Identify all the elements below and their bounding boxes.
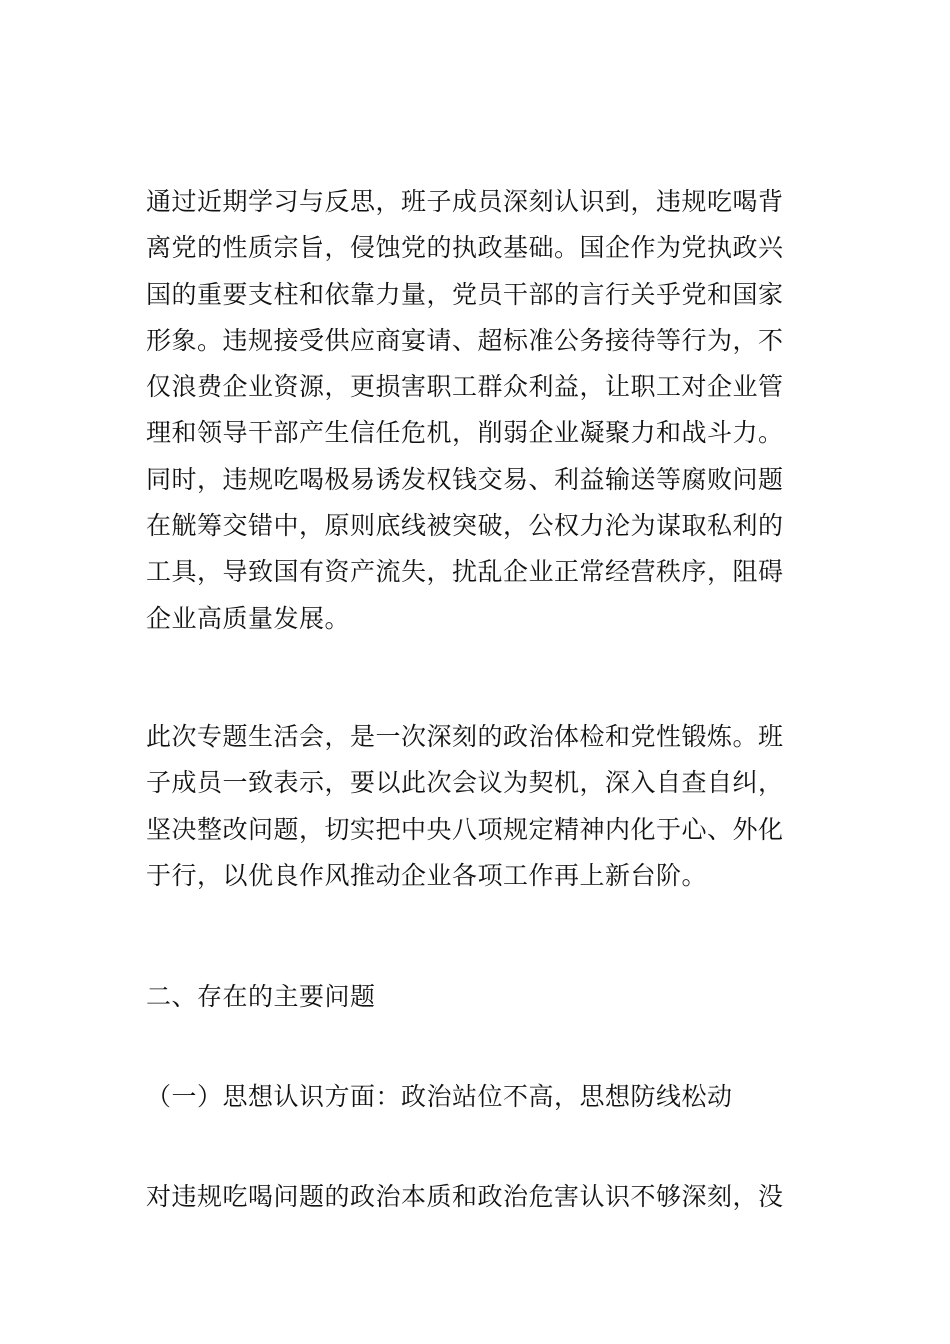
text-line: 对违规吃喝问题的政治本质和政治危害认识不够深刻，没 bbox=[146, 1182, 784, 1211]
section-heading-text: 二、存在的主要问题 bbox=[146, 982, 376, 1011]
paragraph-meeting-summary bbox=[146, 714, 808, 899]
paragraph-ideological-issue bbox=[146, 1174, 808, 1220]
text-line: 子成员一致表示，要以此次会议为契机，深入自查自纠， bbox=[146, 768, 784, 798]
paragraph-political-harm bbox=[146, 179, 808, 642]
text-line: 国的重要支柱和依靠力量，党员干部的言行关乎党和国家 bbox=[146, 279, 784, 309]
subsection-heading bbox=[146, 1074, 808, 1120]
text-line: 于行，以优良作风推动企业各项工作再上新台阶。 bbox=[146, 860, 708, 890]
text-line: 理和领导干部产生信任危机，削弱企业凝聚力和战斗力。 bbox=[146, 418, 784, 448]
text-line: 此次专题生活会，是一次深刻的政治体检和党性锻炼。班 bbox=[146, 722, 784, 751]
text-line: 坚决整改问题，切实把中央八项规定精神内化于心、外化 bbox=[146, 814, 784, 844]
text-line: 仅浪费企业资源，更损害职工群众利益，让职工对企业管 bbox=[146, 372, 784, 402]
text-line: 工具，导致国有资产流失，扰乱企业正常经营秩序，阻碍 bbox=[146, 557, 784, 587]
text-line: 通过近期学习与反思，班子成员深刻认识到，违规吃喝背 bbox=[146, 187, 784, 216]
text-line: 离党的性质宗旨，侵蚀党的执政基础。国企作为党执政兴 bbox=[146, 233, 784, 263]
subsection-heading-text: （一）思想认识方面：政治站位不高，思想防线松动 bbox=[146, 1082, 733, 1111]
text-line: 同时，违规吃喝极易诱发权钱交易、利益输送等腐败问题 bbox=[146, 464, 784, 494]
text-line: 企业高质量发展。 bbox=[146, 603, 351, 633]
text-line: 形象。违规接受供应商宴请、超标准公务接待等行为，不 bbox=[146, 325, 784, 355]
text-line: 在觥筹交错中，原则底线被突破，公权力沦为谋取私利的 bbox=[146, 511, 784, 541]
section-heading bbox=[146, 974, 808, 1020]
